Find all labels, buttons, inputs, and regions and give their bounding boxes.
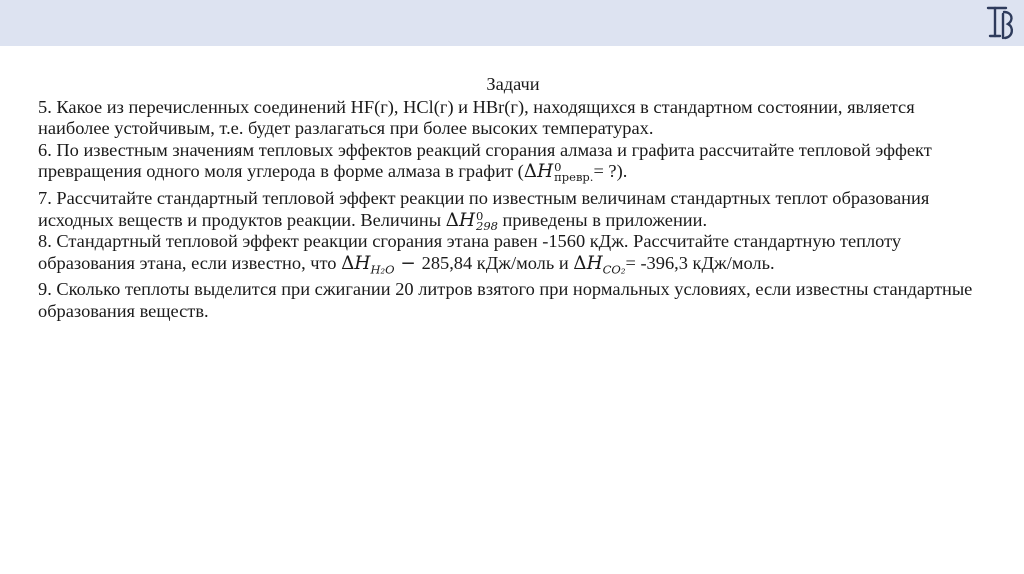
task-5 <box>38 97 988 140</box>
task-8-formula-2 <box>573 252 626 277</box>
task-5-text: 5. Какое из перечисленных соединений HF(г), HCl(г) и HBr(г), находящихся в стандартном состоянии, является наиболее устойчивым, т.е. будет разлагаться при более высоких температурах. <box>38 96 915 139</box>
task-6 <box>38 140 988 183</box>
task-8-tail: = -396,3 кДж/моль. <box>625 252 775 273</box>
enthalpy-symbol: H <box>458 209 475 231</box>
enthalpy-symbol: H <box>537 161 554 183</box>
task-7-text: 7. Рассчитайте стандартный тепловой эффект реакции по известным величинам стандартных теплот образования исходных веществ и продуктов реакции. Величины <box>38 187 930 230</box>
superscript: 0 <box>476 208 484 223</box>
task-8-formula-1 <box>341 252 422 277</box>
enthalpy-symbol: H <box>354 252 371 274</box>
delta-symbol: Δ <box>523 161 538 183</box>
subscript: превр. <box>554 170 594 185</box>
subscript: H₂O <box>370 262 395 277</box>
delta-symbol: Δ <box>445 209 459 231</box>
task-9-text: 9. Сколько теплоты выделится при сжигании 20 литров взятого при нормальных условиях, если известны стандартные образования веществ. <box>38 279 973 321</box>
task-7-formula <box>446 210 498 231</box>
task-9 <box>38 279 988 322</box>
delta-symbol: Δ <box>341 252 355 274</box>
task-7 <box>38 188 988 231</box>
task-6-text: 6. По известным значениям тепловых эффектов реакций сгорания алмаза и графита рассчитайте тепловой эффект превращения одного моля углерода в форме алмаза в графит ( <box>38 139 932 182</box>
enthalpy-symbol: H <box>586 252 603 274</box>
task-7-tail: приведены в приложении. <box>497 209 708 230</box>
subscript: 298 <box>476 218 498 233</box>
tasks-content <box>38 74 988 323</box>
minus-sign: − <box>394 252 422 274</box>
subscript: CO₂ <box>602 262 626 277</box>
delta-symbol: Δ <box>573 252 587 274</box>
header-band <box>0 0 1024 46</box>
tpu-monogram-icon <box>982 2 1018 44</box>
task-6-tail: = ?). <box>593 161 628 182</box>
superscript: 0 <box>554 160 562 175</box>
task-8-value-1: 285,84 кДж/моль и <box>421 252 574 273</box>
formula-indices <box>554 160 594 185</box>
task-8-text: 8. Стандартный тепловой эффект реакции сгорания этана равен -1560 кДж. Рассчитайте стандартную теплоту образования этана, если известно, что <box>38 231 902 273</box>
formula-indices <box>476 208 498 233</box>
task-6-formula <box>523 160 594 185</box>
slide-title: Задачи <box>486 74 540 94</box>
task-8 <box>38 231 988 277</box>
